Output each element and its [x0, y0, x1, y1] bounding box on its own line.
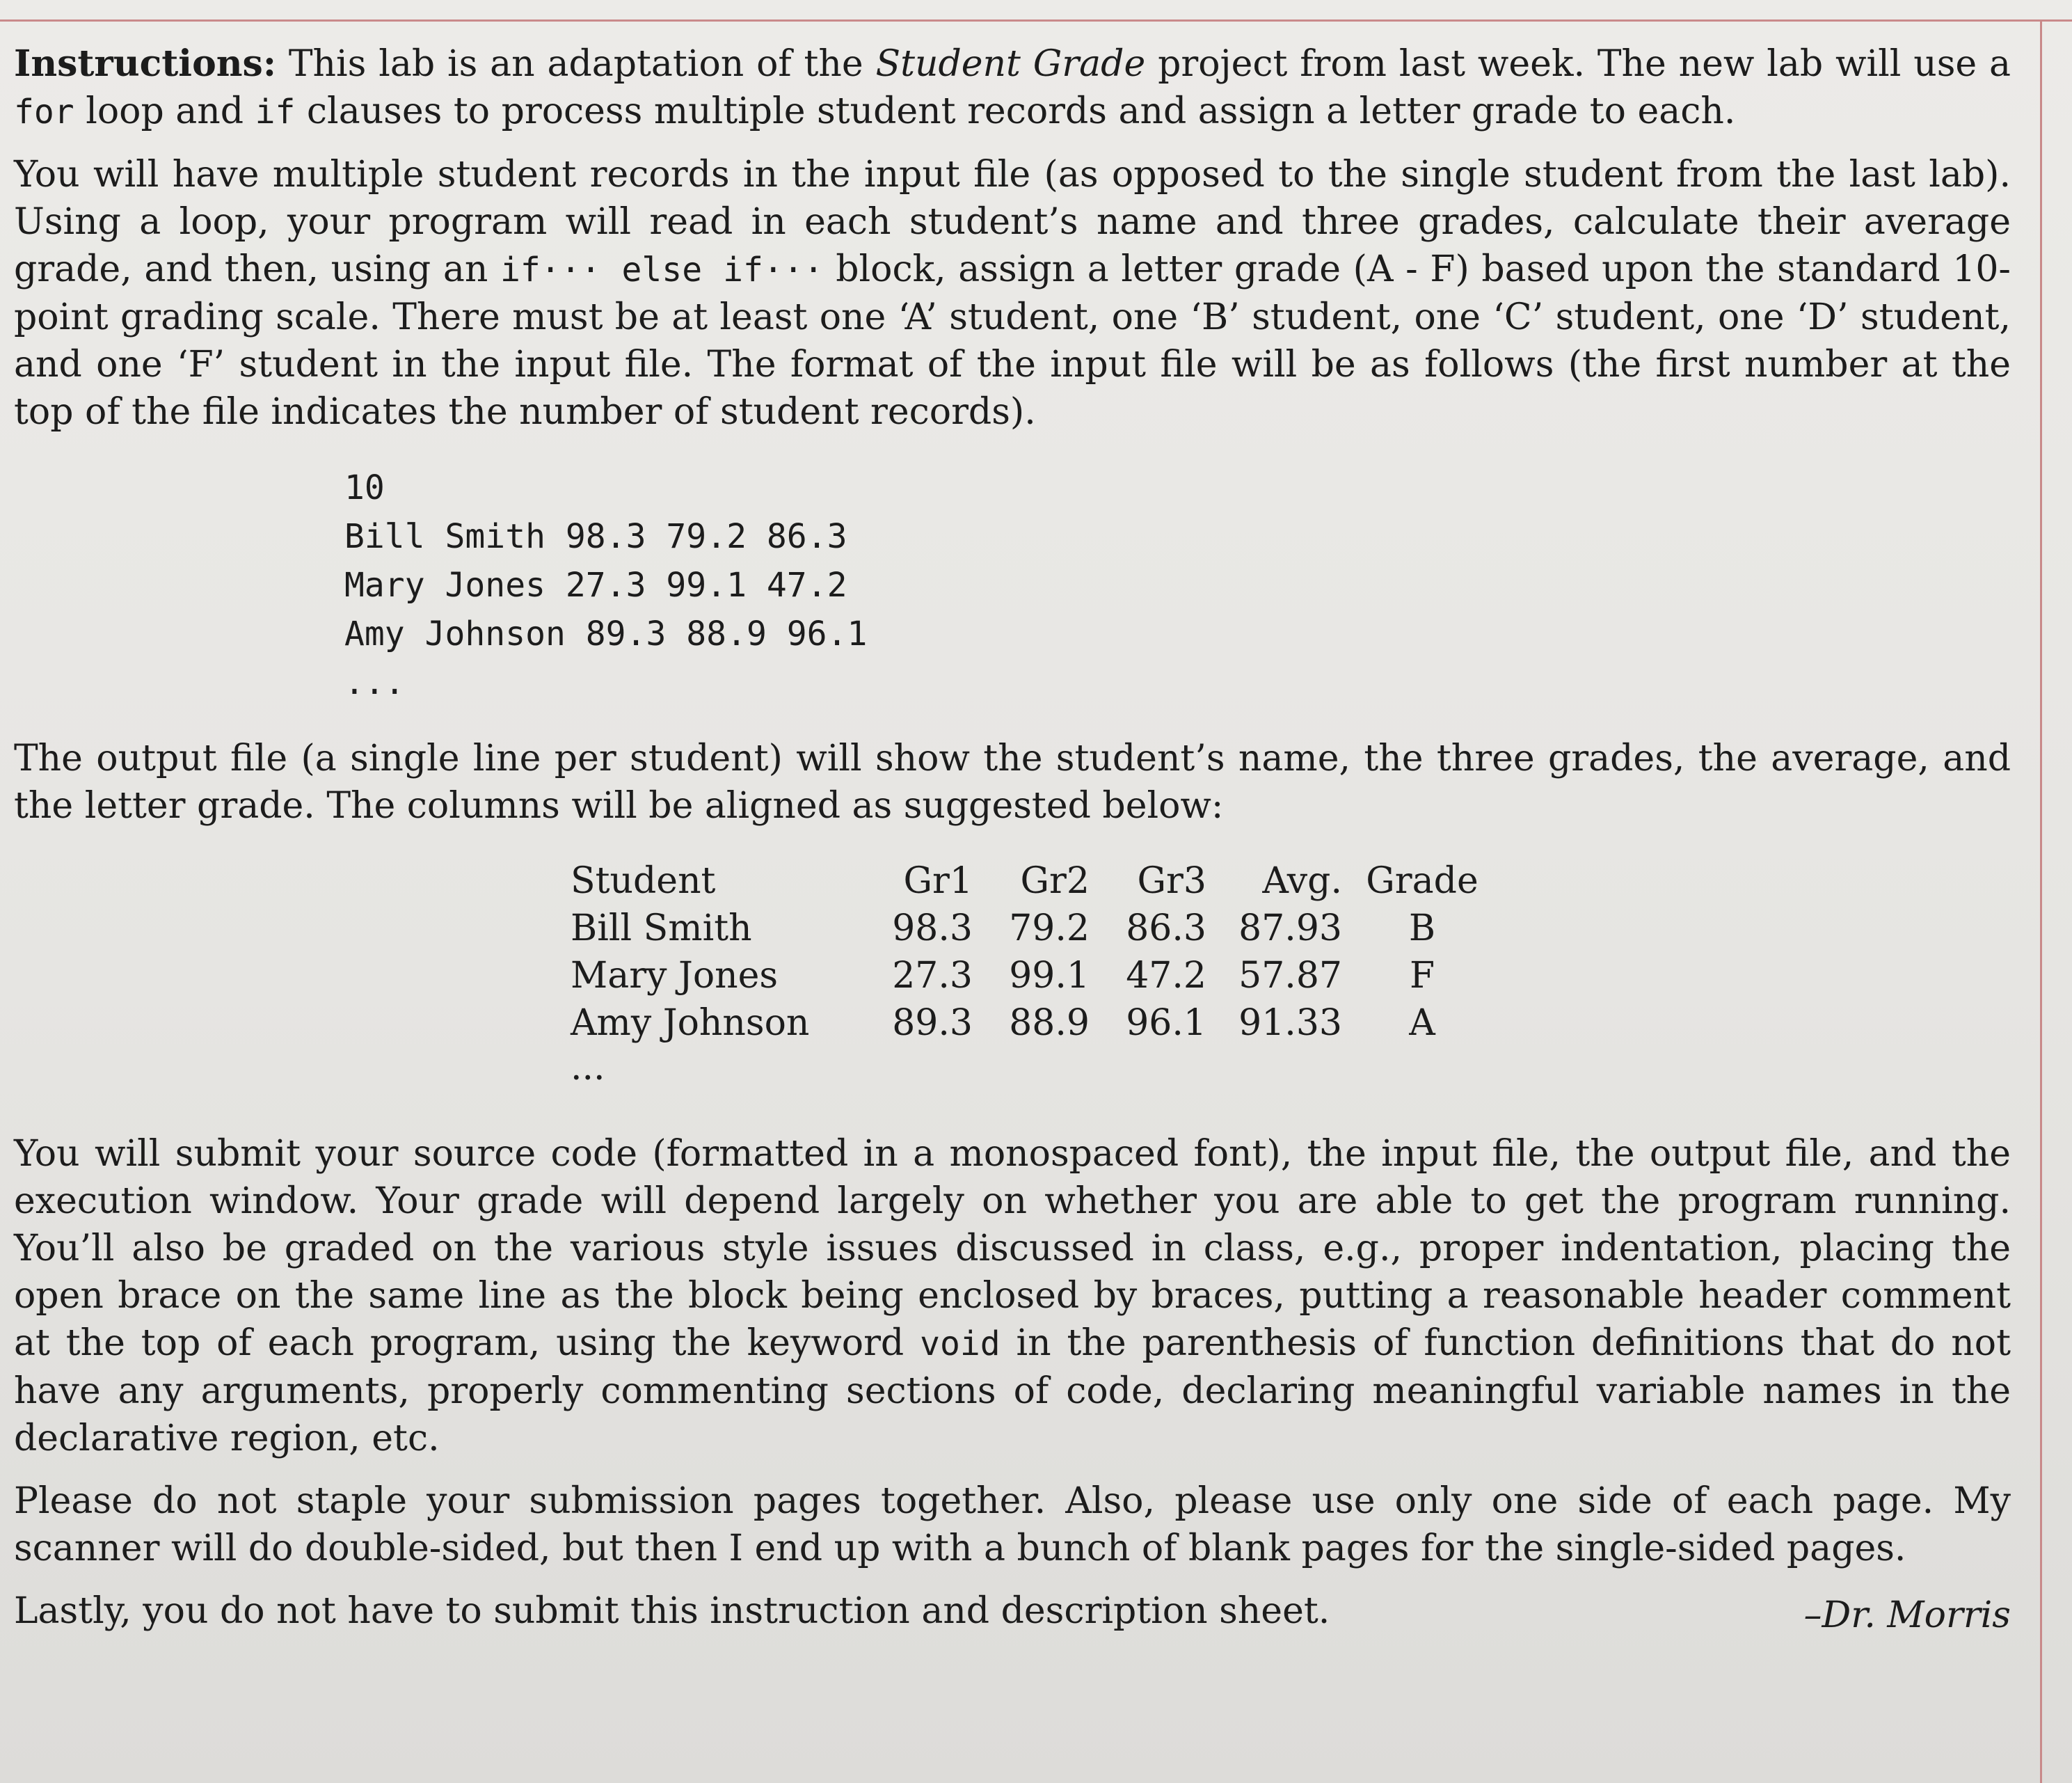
- input-line: Mary Jones 27.3 99.1 47.2: [344, 566, 847, 605]
- page-border-right: [2040, 19, 2042, 1783]
- output-description-paragraph: The output file (a single line per student) will show the student’s name, the three grades, the average, and the letter grade. The columns will be aligned as suggested below:: [14, 738, 2011, 827]
- header-student: Student: [571, 860, 716, 902]
- header-gr2: Gr2: [1020, 860, 1090, 902]
- header-avg: Avg.: [1262, 860, 1342, 902]
- cell-grade: A: [1409, 1002, 1435, 1044]
- text-span: loop and: [74, 90, 255, 132]
- cell-avg: 57.87: [1238, 955, 1342, 997]
- table-ellipsis-row: [571, 1047, 1502, 1088]
- document-body: [14, 40, 2011, 1636]
- cell-gr2: 88.9: [1009, 1002, 1090, 1044]
- text-span: in the parenthesis of function definitions that do not have any arguments, properly commenting sections of code, declaring meaningful variable names in the declarative region, etc.: [14, 1322, 2011, 1459]
- input-line: ...: [344, 663, 405, 702]
- cell-gr2: 79.2: [1009, 908, 1090, 949]
- text-span: You will have multiple student records in the input file (as opposed to the single student from the last lab). Using a loop, your program will read in each student’s name and three grades, calculate their average grade, and then, using an: [14, 154, 2011, 290]
- cell-gr3: 47.2: [1126, 955, 1206, 997]
- code-for: for: [14, 93, 74, 132]
- cell-student: Amy Johnson: [571, 1002, 810, 1044]
- instructions-label: Instructions:: [14, 42, 277, 85]
- table-row: [571, 952, 1502, 999]
- cell-grade: B: [1408, 908, 1436, 949]
- text-span: project from last week. The new lab will use a: [1145, 43, 2011, 85]
- cell-avg: 87.93: [1238, 908, 1342, 949]
- cell-gr1: 27.3: [892, 955, 973, 997]
- cell-gr1: 89.3: [892, 1002, 973, 1044]
- input-line: Bill Smith 98.3 79.2 86.3: [344, 517, 847, 556]
- text-span: block, assign a letter grade (A - F) based upon the standard 10-point grading scale. There must be at least one ‘A’ student, one ‘B’ student, one ‘C’ student, one ‘D’ student, and one ‘F’ student in the input file. The format of the input file will be as follows (the first number at the top of the file indicates the number of student records).: [14, 248, 2011, 433]
- cell-gr3: 96.1: [1126, 1002, 1206, 1044]
- input-line: Amy Johnson 89.3 88.9 96.1: [344, 615, 868, 653]
- text-span: This lab is an adaptation of the: [276, 43, 876, 85]
- input-file-example: [344, 463, 2011, 707]
- cell-gr2: 99.1: [1009, 955, 1090, 997]
- cell-avg: 91.33: [1238, 1002, 1342, 1044]
- cell-grade: F: [1409, 955, 1435, 997]
- staple-paragraph: Please do not staple your submission pages together. Also, please use only one side of each page. My scanner will do double-sided, but then I end up with a bunch of blank pages for the single-sided pages.: [14, 1480, 2011, 1569]
- header-grade: Grade: [1366, 860, 1479, 902]
- header-gr3: Gr3: [1137, 860, 1206, 902]
- code-if-else: if··· else if···: [500, 251, 824, 290]
- signoff-line: [14, 1587, 2011, 1636]
- signature: –Dr. Morris: [1803, 1594, 2011, 1636]
- cell-gr3: 86.3: [1126, 908, 1206, 949]
- instructions-paragraph: [14, 40, 2011, 136]
- cell-gr1: 98.3: [892, 908, 973, 949]
- input-description-paragraph: [14, 151, 2011, 436]
- output-table: [571, 857, 1502, 1088]
- text-span: clauses to process multiple student records and assign a letter grade to each.: [295, 90, 1736, 132]
- code-void: void: [920, 1324, 1001, 1363]
- closing-note: Lastly, you do not have to submit this instruction and description sheet.: [14, 1590, 1330, 1632]
- page-border-top: [0, 19, 2072, 22]
- code-if: if: [255, 93, 296, 132]
- table-ellipsis: ...: [571, 1047, 605, 1088]
- project-name: Student Grade: [875, 43, 1146, 85]
- input-line: 10: [344, 468, 385, 507]
- text-span: You will submit your source code (formatted in a monospaced font), the input file, the output file, and the execution window. Your grade will depend largely on whether you are able to get the program running. You’ll also be graded on the various style issues discussed in class, e.g., proper indentation, placing the open brace on the same line as the block being enclosed by braces, putting a reasonable header comment at the top of each program, using the keyword: [14, 1133, 2011, 1364]
- table-row: [571, 999, 1502, 1047]
- submission-paragraph: [14, 1130, 2011, 1462]
- table-row: [571, 905, 1502, 952]
- cell-student: Bill Smith: [571, 908, 752, 949]
- cell-student: Mary Jones: [571, 955, 779, 997]
- header-gr1: Gr1: [903, 860, 973, 902]
- table-header-row: [571, 857, 1502, 905]
